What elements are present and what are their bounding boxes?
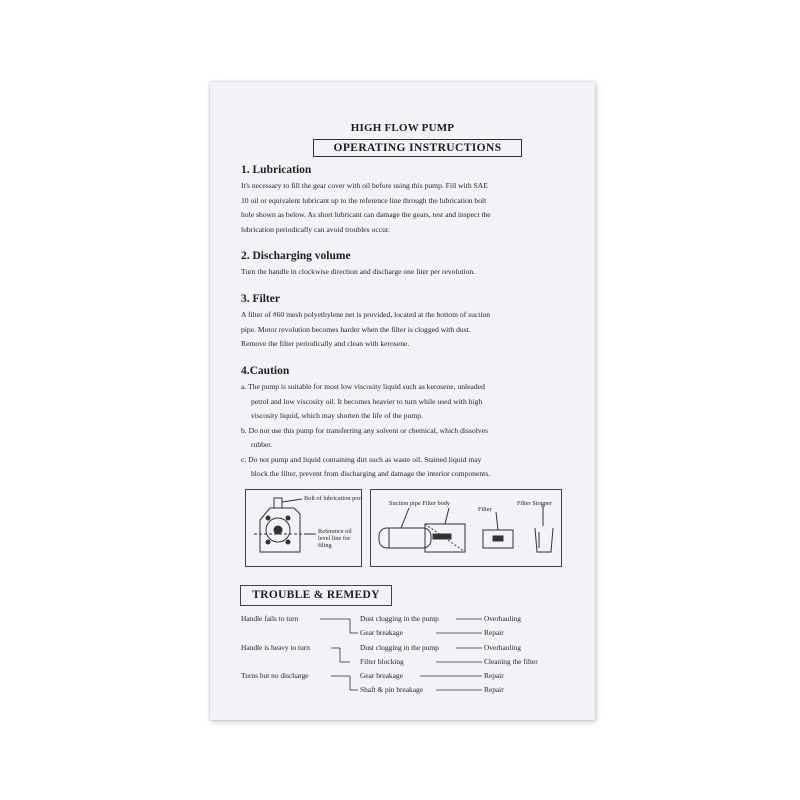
instruction-sheet [210,82,595,720]
symptom-handle-fails: Handle fails to turn [241,614,299,623]
filter-stopper-label: Filter Stopper [517,500,552,507]
cause-text: Dust clogging in the pump [360,643,439,652]
text-line: rubber. [251,440,273,449]
text-line: pipe. Motor revolution becomes harder when the filter is clogged with dust. [241,324,471,334]
remedy-text: Repair [484,685,504,694]
label-line: Reference oil [318,528,352,535]
text-line: petrol and low viscosity oil. It becomes heavier to turn while used with high [251,396,483,406]
trouble-connector-lines [210,82,595,720]
label-line: level line for [318,535,351,542]
text-line: Remove the filter periodically and clean with kerosene. [241,339,410,348]
text-line: block the filter, prevent from discharging and damage the interior components. [251,469,491,478]
label-line: filing [318,542,332,549]
text-line: a. The pump is suitable for most low viscosity liquid such as kerosene, unleaded [241,382,485,391]
text-line: 10 oil or equivalent lubricant up to the reference line through the lubrication bolt [241,195,487,205]
remedy-text: Overhauling [484,614,521,623]
section-heading-lubrication: 1. Lubrication [241,164,312,176]
section-heading-discharging: 2. Discharging volume [241,250,351,262]
remedy-text: Cleaning the filter [484,657,538,666]
text-line: A filter of #60 mesh polyethylene net is provided, located at the bottom of suction [241,310,491,319]
section-heading-filter: 3. Filter [241,293,280,305]
symptom-no-discharge: Turns but no discharge [241,671,309,680]
suction-pipe-label: Suction pipe Filter body [389,500,451,507]
text-line: Turn the handle in clockwise direction and discharge one liter per revolution. [241,267,476,276]
text-line: lubrication periodically can avoid troubles occur. [241,224,390,234]
filter-label: Filter [478,506,492,513]
text-line: It's necessary to fill the gear cover with oil before using this pump. Fill with SAE [241,181,488,190]
cause-text: Filter blocking [360,657,404,666]
section-heading-caution: 4.Caution [241,365,290,377]
remedy-text: Repair [484,671,504,680]
cause-text: Shaft & pin breakage [360,685,424,694]
text-line: viscosity liquid, which may shorten the life of the pump. [251,411,423,420]
text-line: c. Do not pump and liquid containing dirt such as waste oil. Stained liquid may [241,454,482,464]
cause-text: Gear breakage [360,628,403,637]
cause-text: Gear breakage [360,671,403,680]
text-line: hole shown as below. As short lubricant can damage the gears, test and inspect the [241,210,491,219]
text-line: b. Do not use this pump for transferring any solvent or chemical, which dissolves [241,425,488,435]
symptom-handle-heavy: Handle is heavy to turn [241,643,310,652]
document-subtitle: OPERATING INSTRUCTIONS [313,139,522,157]
bolt-label: Bolt of lubrication port [304,495,363,502]
cause-text: Dust clogging in the pump [360,614,439,623]
trouble-remedy-heading: TROUBLE & REMEDY [240,585,392,606]
document-title: HIGH FLOW PUMP [350,122,455,134]
remedy-text: Repair [484,628,504,637]
remedy-text: Overhauling [484,643,521,652]
